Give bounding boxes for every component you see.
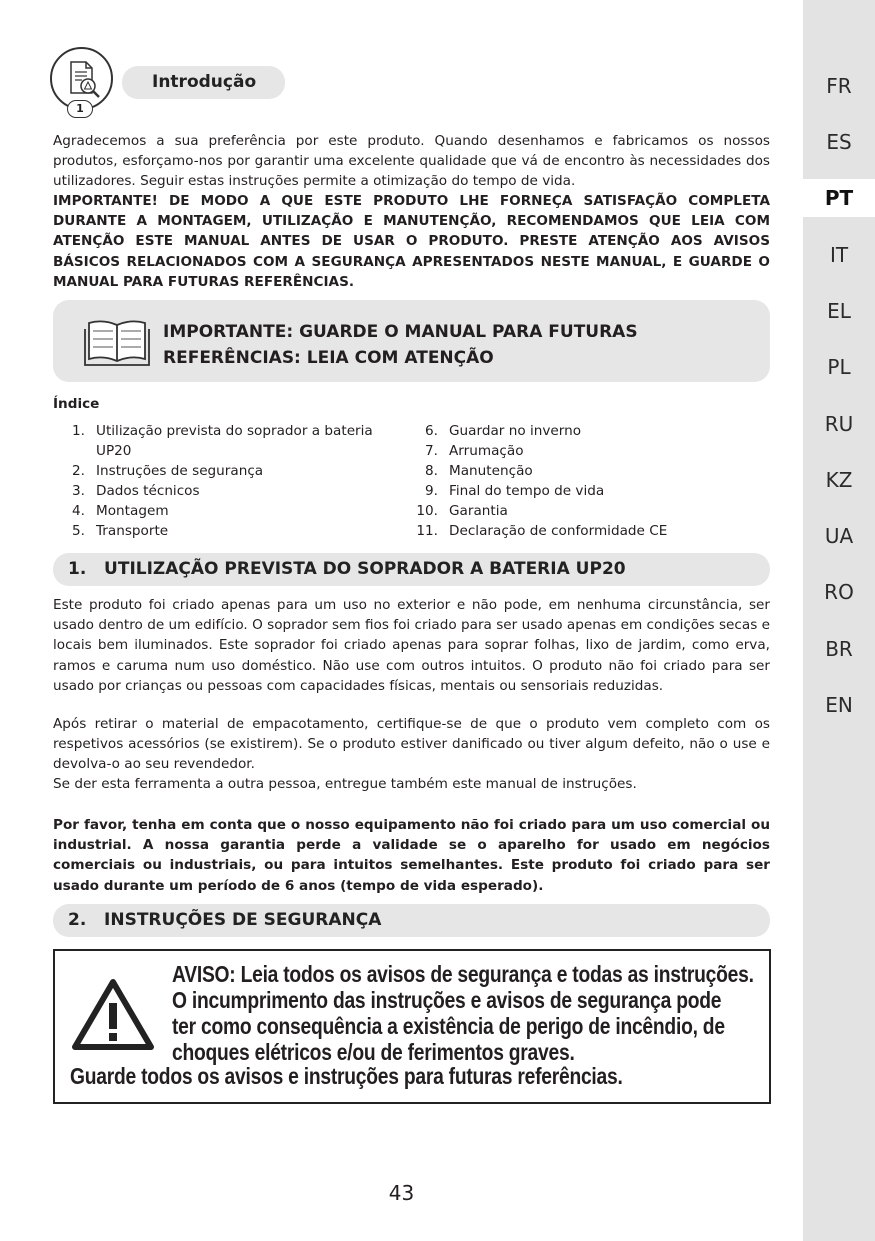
lang-tab-ro[interactable]: RO — [824, 580, 854, 604]
open-book-icon — [81, 317, 153, 367]
index-item[interactable]: 6. Guardar no inverno — [425, 423, 582, 439]
warning-line-3: ter como consequência a existência de perigo de incêndio, de — [172, 1013, 725, 1039]
index-item[interactable]: 9. Final do tempo de vida — [425, 483, 605, 499]
index-list-left — [55, 421, 385, 541]
warning-line-4: choques elétricos e/ou de ferimentos graves. — [172, 1039, 575, 1065]
index-item[interactable]: 3. Dados técnicos — [72, 483, 200, 499]
index-title: Índice — [53, 396, 100, 412]
important-callout — [53, 300, 770, 382]
warning-line-2: O incumprimento das instruções e avisos de segurança pode — [172, 987, 722, 1013]
lang-tab-br[interactable]: BR — [825, 637, 853, 661]
warning-line-5: Guarde todos os avisos e instruções para futuras referências. — [70, 1063, 623, 1089]
language-sidebar — [803, 0, 875, 1241]
important-callout-text — [163, 319, 638, 371]
section-1-paragraph-1: Este produto foi criado apenas para um uso no exterior e não pode, em nenhuma circunstância, ser usado dentro de um edifício. O soprador sem fios foi criado para ser usado apenas em condições secas e locais bem iluminados. Este soprador foi criado apenas para soprar folhas, lixo de jardim, como erva, ramos e caruma num uso doméstico. Não use com outros intuitos. O produto não foi criado para ser usado por crianças ou pessoas com capacidades físicas, mentais ou sensoriais reduzidas. — [53, 597, 770, 694]
section-number-badge: 1 — [67, 100, 93, 118]
lang-tab-kz[interactable]: KZ — [825, 468, 853, 492]
index-item[interactable]: 2. Instruções de segurança — [72, 463, 264, 479]
lang-tab-ua[interactable]: UA — [824, 524, 854, 548]
index-list-right — [408, 421, 748, 541]
intro-paragraph: Agradecemos a sua preferência por este produto. Quando desenhamos e fabricamos os nossos produtos, esforçamo-nos por garantir uma excelente qualidade que vá de encontro às necessidades dos utilizadores. Seguir estas instruções permite a otimização do tempo de vida. — [53, 133, 770, 190]
important-callout-line1: IMPORTANTE: GUARDE O MANUAL PARA FUTURAS — [163, 322, 638, 342]
lang-tab-el[interactable]: EL — [827, 299, 851, 323]
section-2-heading: 2. INSTRUÇÕES DE SEGURANÇA — [53, 904, 770, 937]
index-item[interactable]: 11. Declaração de conformidade CE — [416, 523, 668, 539]
lang-tab-en[interactable]: EN — [825, 693, 853, 717]
warning-text — [172, 961, 754, 1065]
lang-tab-it[interactable]: IT — [829, 243, 849, 267]
intro-important-notice: IMPORTANTE! DE MODO A QUE ESTE PRODUTO LHE FORNEÇA SATISFAÇÃO COMPLETA DURANTE A MONTAGEM, UTILIZAÇÃO E MANUTENÇÃO, RECOMENDAMOS QUE LEIA COM ATENÇÃO ESTE MANUAL ANTES DE USAR O PRODUTO. PRESTE ATENÇÃO AOS AVISOS BÁSICOS RELACIONADOS COM A SEGURANÇA APRESENTADOS NESTE MANUAL, E GUARDE O MANUAL PARA FUTURAS REFERÊNCIAS. — [53, 193, 770, 290]
index-item[interactable]: 8. Manutenção — [425, 463, 533, 479]
section-1-heading: 1. UTILIZAÇÃO PREVISTA DO SOPRADOR A BATERIA UP20 — [53, 553, 770, 586]
index-item[interactable]: 4. Montagem — [72, 503, 169, 519]
index-item[interactable]: 1. Utilização prevista do soprador a bateria UP20 — [72, 423, 373, 459]
warning-triangle-icon — [71, 977, 155, 1051]
page-number: 43 — [388, 1181, 415, 1205]
safety-warning-box — [53, 949, 771, 1104]
intro-heading: Introdução — [122, 66, 285, 99]
lang-tab-ru[interactable]: RU — [824, 412, 854, 436]
section-1-paragraph-2: Após retirar o material de empacotamento, certifique-se de que o produto vem completo com os respetivos acessórios (se existirem). Se o produto estiver danificado ou tiver algum defeito, não o use e devolva-o ao seu revendedor. — [53, 716, 770, 773]
index-item[interactable]: 5. Transporte — [72, 523, 169, 539]
lang-tab-pl[interactable]: PL — [827, 355, 851, 379]
lang-tab-fr[interactable]: FR — [826, 74, 852, 98]
lang-tab-es[interactable]: ES — [826, 130, 852, 154]
index-item[interactable]: 7. Arrumação — [425, 443, 524, 459]
important-callout-line2: REFERÊNCIAS: LEIA COM ATENÇÃO — [163, 348, 494, 368]
section-1-paragraph-4: Por favor, tenha em conta que o nosso equipamento não foi criado para um uso comercial ou industrial. A nossa garantia perde a validade se o aparelho for usado em negócios comerciais ou industriais, ou para intuitos semelhantes. Este produto foi criado para ser usado durante um período de 6 anos (tempo de vida esperado). — [53, 817, 770, 894]
lang-tab-pt[interactable]: PT — [803, 179, 875, 217]
section-1-paragraph-3: Se der esta ferramenta a outra pessoa, entregue também este manual de instruções. — [53, 776, 637, 792]
warning-line-1: AVISO: Leia todos os avisos de segurança e todas as instruções. — [172, 961, 754, 987]
index-item[interactable]: 10. Garantia — [416, 503, 508, 519]
